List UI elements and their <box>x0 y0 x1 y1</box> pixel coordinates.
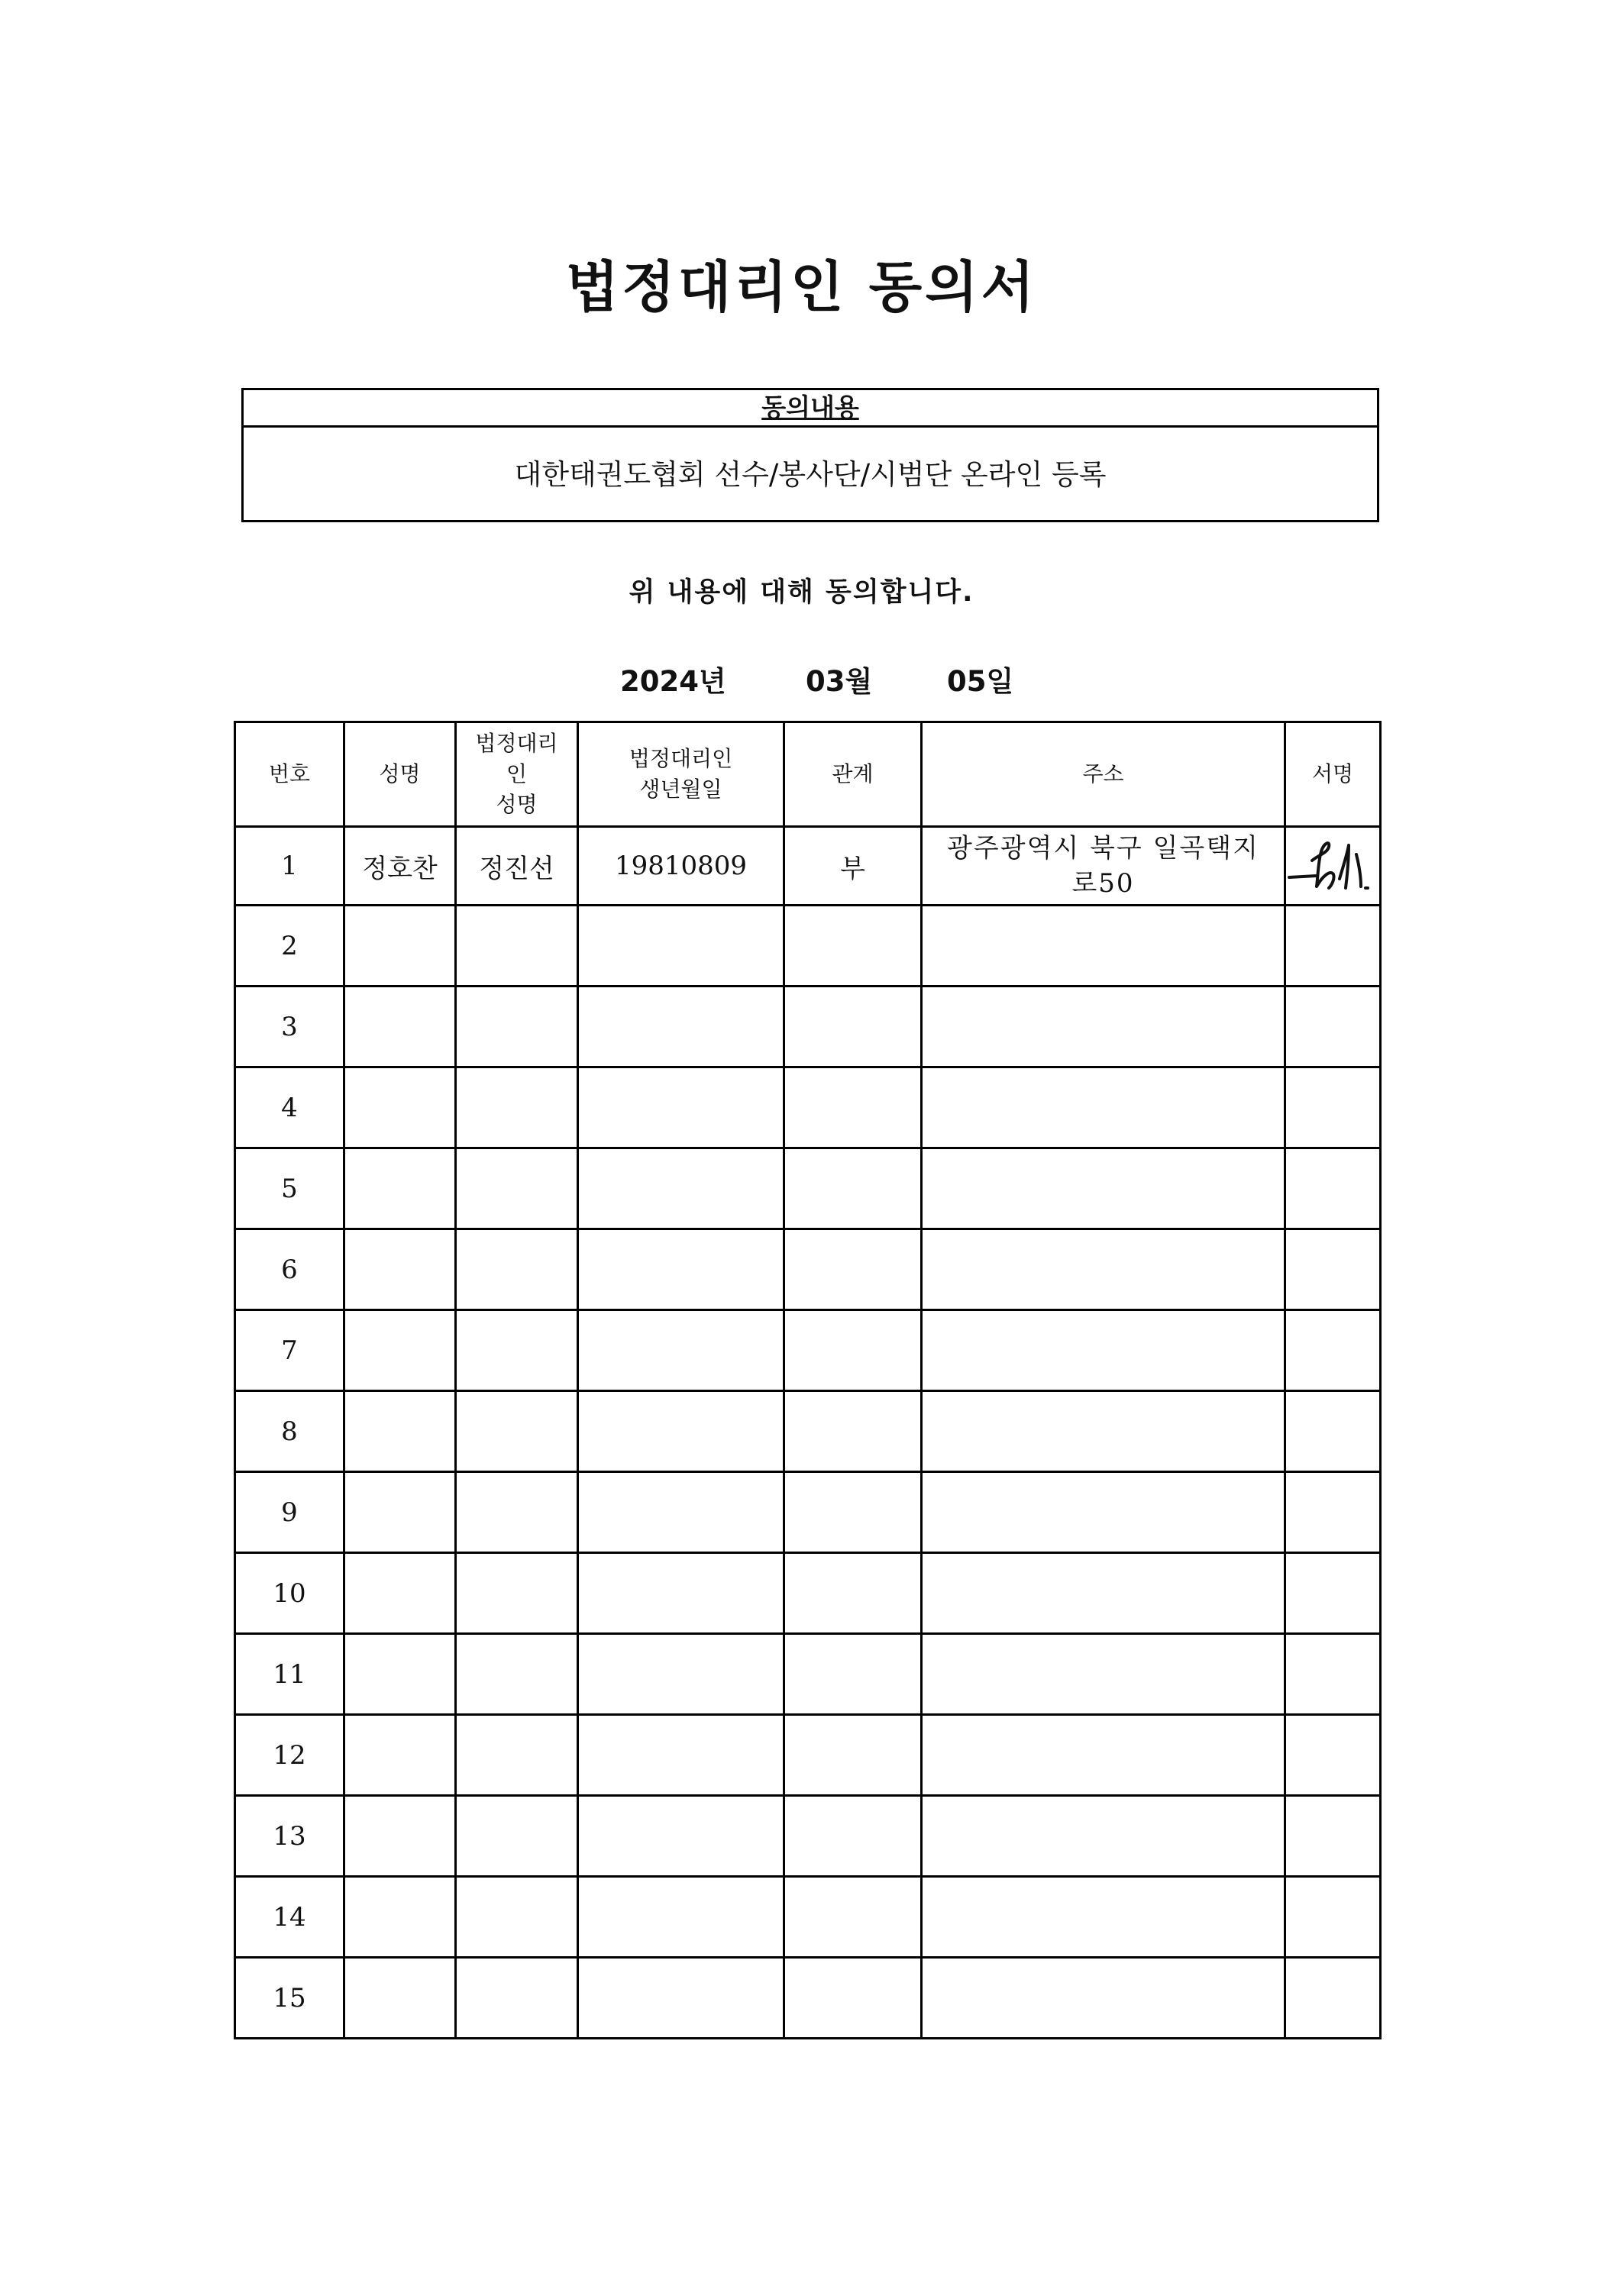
row-number: 11 <box>235 1634 344 1715</box>
row-number: 1 <box>235 827 344 906</box>
table-header-row <box>235 722 1381 827</box>
row-relation <box>784 1391 922 1472</box>
header-relation: 관계 <box>784 722 922 827</box>
row-relation <box>784 987 922 1067</box>
consent-header: 동의내용 <box>244 390 1377 428</box>
consent-content: 대한태권도협회 선수/봉사단/시범단 온라인 등록 <box>514 458 1107 491</box>
table-row <box>235 1067 1381 1148</box>
row-name <box>344 987 456 1067</box>
row-guardian-name <box>456 1310 578 1391</box>
row-relation <box>784 1877 922 1958</box>
row-guardian-birth <box>578 1148 784 1229</box>
row-address <box>922 906 1285 987</box>
row-guardian-name <box>456 906 578 987</box>
row-number: 6 <box>235 1229 344 1310</box>
row-signature <box>1285 1877 1381 1958</box>
row-relation <box>784 1634 922 1715</box>
row-number: 7 <box>235 1310 344 1391</box>
row-number: 5 <box>235 1148 344 1229</box>
row-address <box>922 1877 1285 1958</box>
row-name <box>344 1796 456 1877</box>
row-guardian-name <box>456 987 578 1067</box>
row-guardian-name <box>456 1877 578 1958</box>
row-guardian-birth: 19810809 <box>578 827 784 906</box>
row-name <box>344 1391 456 1472</box>
table-row <box>235 1391 1381 1472</box>
row-guardian-birth <box>578 1229 784 1310</box>
table-row <box>235 1148 1381 1229</box>
row-signature <box>1285 1148 1381 1229</box>
row-name <box>344 906 456 987</box>
guardian-table <box>234 721 1382 2039</box>
row-signature <box>1285 1391 1381 1472</box>
row-name: 정호찬 <box>344 827 456 906</box>
row-signature <box>1285 1229 1381 1310</box>
row-guardian-birth <box>578 1715 784 1796</box>
row-name <box>344 1553 456 1634</box>
header-address: 주소 <box>922 722 1285 827</box>
row-relation <box>784 1067 922 1148</box>
header-guardian-birth <box>578 722 784 827</box>
row-relation <box>784 1553 922 1634</box>
row-relation <box>784 1796 922 1877</box>
row-signature <box>1285 1958 1381 2039</box>
row-signature <box>1285 1715 1381 1796</box>
row-guardian-birth <box>578 1391 784 1472</box>
row-number: 8 <box>235 1391 344 1472</box>
row-address <box>922 1634 1285 1715</box>
row-address <box>922 1472 1285 1553</box>
row-name <box>344 1715 456 1796</box>
row-signature <box>1285 1796 1381 1877</box>
row-address <box>922 1553 1285 1634</box>
row-guardian-name <box>456 1634 578 1715</box>
row-guardian-name <box>456 1148 578 1229</box>
row-signature <box>1285 1634 1381 1715</box>
page-title: 법정대리인 동의서 <box>565 255 1038 319</box>
header-guardian-birth-line1: 법정대리인 <box>629 746 733 771</box>
row-relation <box>784 1229 922 1310</box>
table-row <box>235 906 1381 987</box>
signature-mark <box>1286 832 1382 900</box>
row-signature <box>1285 827 1381 906</box>
row-guardian-birth <box>578 1067 784 1148</box>
row-signature <box>1285 987 1381 1067</box>
row-guardian-name <box>456 1067 578 1148</box>
row-relation: 부 <box>784 827 922 906</box>
row-relation <box>784 1310 922 1391</box>
row-relation <box>784 1472 922 1553</box>
row-guardian-birth <box>578 1796 784 1877</box>
row-name <box>344 1067 456 1148</box>
row-guardian-birth <box>578 1634 784 1715</box>
row-address <box>922 1958 1285 2039</box>
row-guardian-birth <box>578 1310 784 1391</box>
row-address <box>922 1391 1285 1472</box>
header-guardian-birth-line2: 생년월일 <box>639 777 722 802</box>
row-name <box>344 1958 456 2039</box>
table-row <box>235 1229 1381 1310</box>
row-signature <box>1285 1067 1381 1148</box>
row-signature <box>1285 906 1381 987</box>
row-address <box>922 987 1285 1067</box>
table-row <box>235 1472 1381 1553</box>
row-guardian-birth <box>578 987 784 1067</box>
row-address-line2: 로50 <box>1071 868 1135 899</box>
row-guardian-birth <box>578 1877 784 1958</box>
row-address <box>922 1796 1285 1877</box>
row-address <box>922 1715 1285 1796</box>
row-guardian-name <box>456 1391 578 1472</box>
row-guardian-name <box>456 1553 578 1634</box>
row-number: 15 <box>235 1958 344 2039</box>
row-name <box>344 1148 456 1229</box>
row-name <box>344 1634 456 1715</box>
header-number: 번호 <box>235 722 344 827</box>
row-guardian-name <box>456 1229 578 1310</box>
row-signature <box>1285 1472 1381 1553</box>
row-address <box>922 1148 1285 1229</box>
header-guardian-name-line3: 성명 <box>496 792 538 817</box>
table-row <box>235 1634 1381 1715</box>
date-year: 2024년 <box>620 665 726 698</box>
header-guardian-name <box>456 722 578 827</box>
row-guardian-birth <box>578 1553 784 1634</box>
row-signature <box>1285 1553 1381 1634</box>
row-relation <box>784 906 922 987</box>
row-name <box>344 1472 456 1553</box>
date-day: 05일 <box>947 665 1014 698</box>
table-row <box>235 1877 1381 1958</box>
row-address <box>922 1310 1285 1391</box>
row-number: 13 <box>235 1796 344 1877</box>
row-name <box>344 1229 456 1310</box>
row-relation <box>784 1148 922 1229</box>
table-row <box>235 1958 1381 2039</box>
row-address <box>922 1229 1285 1310</box>
row-address <box>922 1067 1285 1148</box>
table-row <box>235 1796 1381 1877</box>
row-guardian-birth <box>578 1472 784 1553</box>
row-number: 4 <box>235 1067 344 1148</box>
row-relation <box>784 1958 922 2039</box>
row-name <box>344 1877 456 1958</box>
row-signature <box>1285 1310 1381 1391</box>
row-number: 14 <box>235 1877 344 1958</box>
row-guardian-name <box>456 1715 578 1796</box>
row-number: 12 <box>235 1715 344 1796</box>
table-row <box>235 987 1381 1067</box>
row-name <box>344 1310 456 1391</box>
row-relation <box>784 1715 922 1796</box>
table-row <box>235 1715 1381 1796</box>
table-row <box>235 1553 1381 1634</box>
header-name: 성명 <box>344 722 456 827</box>
consent-box <box>241 388 1379 522</box>
row-guardian-birth <box>578 1958 784 2039</box>
row-number: 9 <box>235 1472 344 1553</box>
row-guardian-name: 정진선 <box>456 827 578 906</box>
row-number: 10 <box>235 1553 344 1634</box>
row-address <box>922 827 1285 906</box>
row-guardian-name <box>456 1796 578 1877</box>
table-row <box>235 1310 1381 1391</box>
row-guardian-name <box>456 1958 578 2039</box>
table-row <box>235 827 1381 906</box>
agreement-statement: 위 내용에 대해 동의합니다. <box>629 577 974 608</box>
row-guardian-birth <box>578 906 784 987</box>
row-number: 3 <box>235 987 344 1067</box>
header-signature: 서명 <box>1285 722 1381 827</box>
date-month: 03월 <box>806 665 873 698</box>
header-guardian-name-line1: 법정대리 <box>475 731 558 756</box>
row-guardian-name <box>456 1472 578 1553</box>
row-address-line1: 광주광역시 북구 일곡택지 <box>947 833 1259 864</box>
row-number: 2 <box>235 906 344 987</box>
header-guardian-name-line2: 인 <box>506 761 528 786</box>
